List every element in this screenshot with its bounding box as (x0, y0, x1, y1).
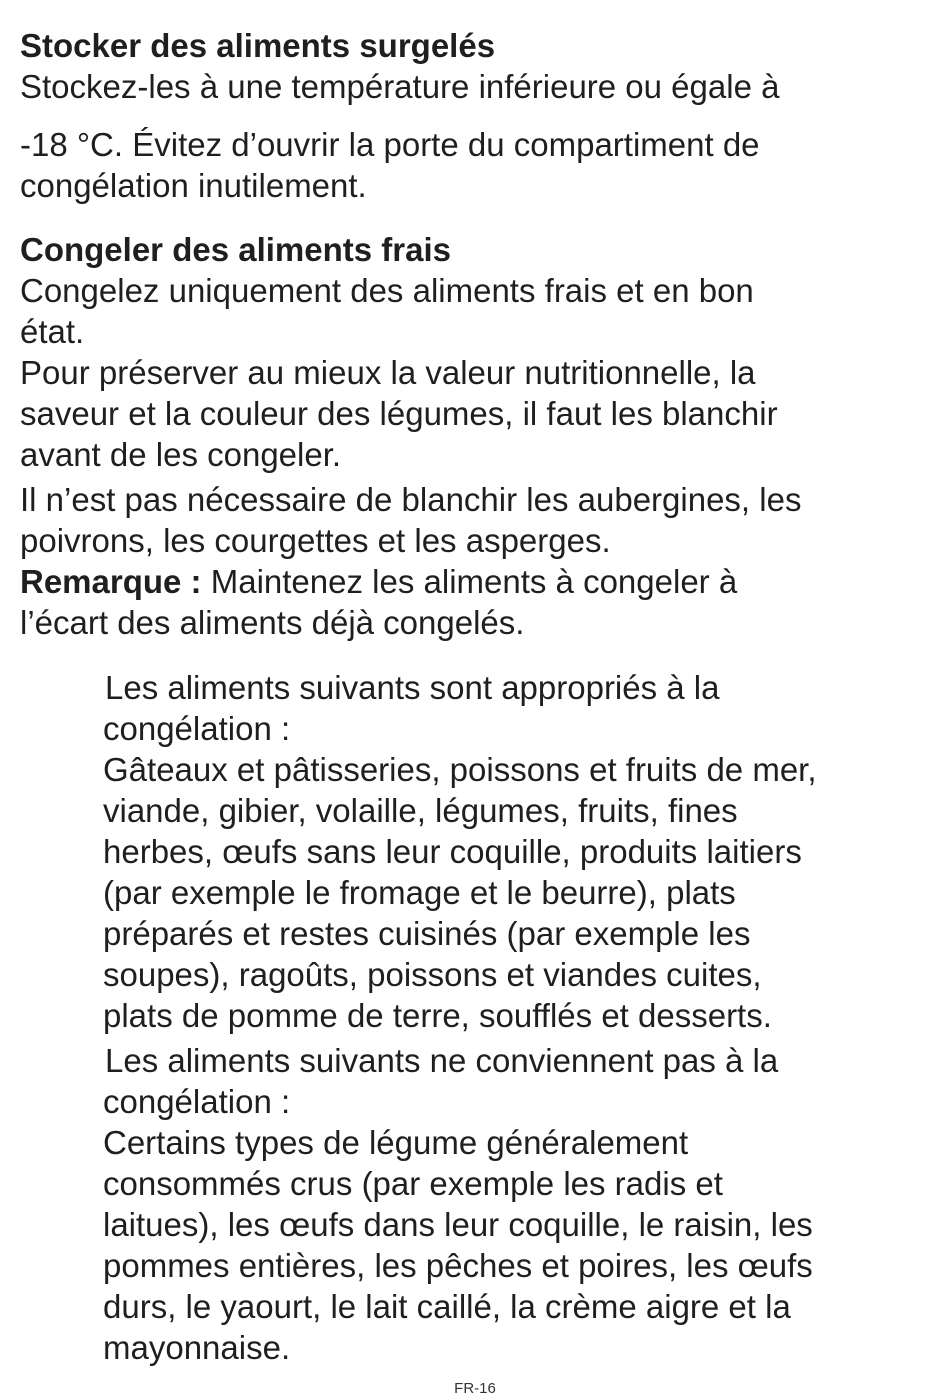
body-line: viande, gibier, volaille, légumes, fruits, fines (103, 792, 738, 829)
body-line: Stockez-les à une température inférieure ou égale à (20, 68, 780, 105)
body-line: mayonnaise. (103, 1329, 291, 1366)
suitable-foods-block (103, 667, 928, 1036)
body-line: -18 °C. Évitez d’ouvrir la porte du compartiment de (20, 126, 760, 163)
section-fresh-freezing (20, 229, 925, 643)
body-line: (par exemple le fromage et le beurre), plats (103, 874, 736, 911)
body-line: plats de pomme de terre, soufflés et desserts. (103, 997, 772, 1034)
body-line: herbes, œufs sans leur coquille, produits laitiers (103, 833, 802, 870)
body-line: saveur et la couleur des légumes, il faut les blanchir (20, 395, 778, 432)
suitable-intro-line: Les aliments suivants sont appropriés à la (105, 669, 720, 706)
unsuitable-foods-block (103, 1040, 928, 1368)
body-line: consommés crus (par exemple les radis et (103, 1165, 723, 1202)
body-line: congélation inutilement. (20, 167, 367, 204)
body-line: congélation : (103, 1083, 291, 1120)
remark-line (20, 561, 925, 602)
remark-text: Maintenez les aliments à congeler à (201, 563, 738, 600)
body-line: pommes entières, les pêches et poires, les œufs (103, 1247, 813, 1284)
body-line: l’écart des aliments déjà congelés. (20, 604, 525, 641)
body-line: Il n’est pas nécessaire de blanchir les aubergines, les (20, 481, 802, 518)
body-line: laitues), les œufs dans leur coquille, le raisin, les (103, 1206, 813, 1243)
body-line: Gâteaux et pâtisseries, poissons et fruits de mer, (103, 751, 817, 788)
body-line: soupes), ragoûts, poissons et viandes cuites, (103, 956, 762, 993)
remark-label: Remarque : (20, 563, 202, 600)
body-line: congélation : (103, 710, 291, 747)
unsuitable-intro-line: Les aliments suivants ne conviennent pas à la (105, 1042, 779, 1079)
body-line: avant de les congeler. (20, 436, 342, 473)
body-line: préparés et restes cuisinés (par exemple les (103, 915, 751, 952)
body-line: durs, le yaourt, le lait caillé, la crème aigre et la (103, 1288, 791, 1325)
section-frozen-storage (20, 25, 925, 206)
page-number: FR-16 (454, 1380, 496, 1397)
body-line: Certains types de légume généralement (103, 1124, 689, 1161)
body-line: Pour préserver au mieux la valeur nutritionnelle, la (20, 354, 756, 391)
section-heading-frozen-storage: Stocker des aliments surgelés (20, 27, 496, 64)
body-line: poivrons, les courgettes et les asperges. (20, 522, 611, 559)
body-line: état. (20, 313, 85, 350)
section-heading-fresh-freezing: Congeler des aliments frais (20, 231, 451, 268)
body-line: Congelez uniquement des aliments frais et en bon (20, 272, 754, 309)
